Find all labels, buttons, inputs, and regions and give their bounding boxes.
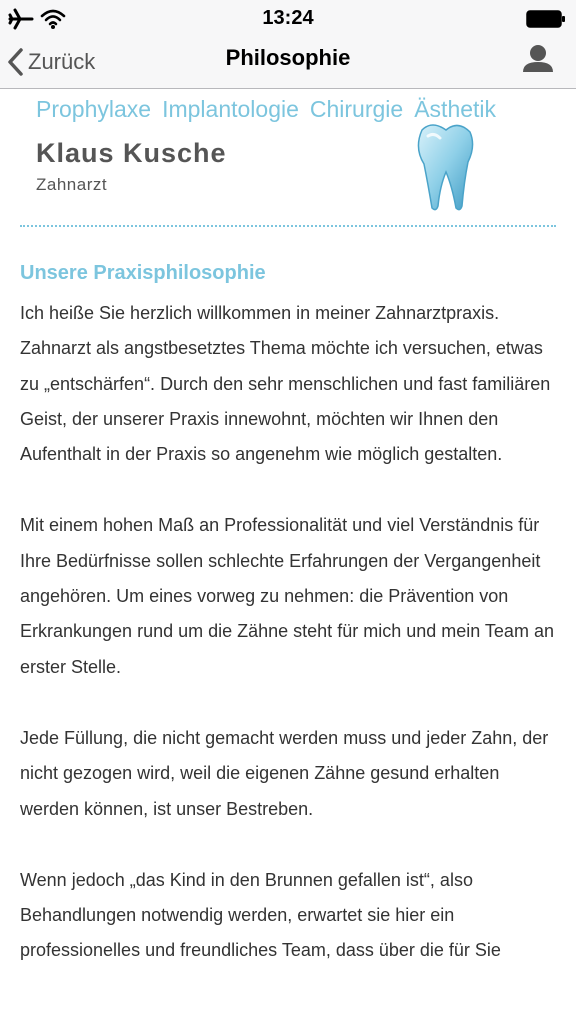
section-heading: Unsere Praxisphilosophie [20,262,266,284]
status-bar [0,0,576,40]
status-time: 13:24 [262,7,314,29]
tooth-icon [412,122,476,214]
banner-service: Ästhetik [414,96,497,122]
banner-service: Prophylaxe [36,96,152,122]
banner-services [36,96,496,123]
dentist-role: Zahnarzt [36,175,108,194]
content-paragraph: Jede Füllung, die nicht gemacht werden muss und jeder Zahn, der nicht gezogen wird, weil die eigenen Zähne gesund erhalten werden können, ist unser Bestreben. [20,727,549,819]
practice-banner [20,92,556,217]
back-button-label: Zurück [28,49,96,74]
person-icon[interactable] [518,40,558,80]
banner-service: Chirurgie [309,96,404,122]
philosophy-content [20,258,560,1005]
content-paragraph: Ich heiße Sie herzlich willkommen in meiner Zahnarztpraxis. Zahnarzt als angstbesetztes Thema möchte ich versuchen, etwas zu „entschärfen“. Durch den sehr menschlichen und fast familiären Geist, der unserer Praxis innewohnt, möchten wir Ihnen den Aufenthalt in der Praxis so angenehm wie möglich gestalten. [20,303,551,465]
dentist-name: Klaus Kusche [36,138,227,168]
content-paragraph: Wenn jedoch „das Kind in den Brunnen gefallen ist“, also Behandlungen notwendig werden, erwartet sie hier ein professionelles und freundliches Team, dass über die für Sie [20,869,501,961]
section-divider [20,225,556,227]
battery-icon [526,10,566,28]
content-paragraph: Mit einem hohen Maß an Professionalität und viel Verständnis für Ihre Bedürfnisse sollen schlechte Erfahrungen der Vergangenheit angehören. Um eines vorweg zu nehmen: die Prävention von Erkrankungen rund um die Zähne steht für mich und mein Team an erster Stelle. [20,515,554,677]
navigation-bar [0,40,576,89]
page-title: Philosophie [225,45,351,70]
banner-service: Implantologie [162,96,299,122]
